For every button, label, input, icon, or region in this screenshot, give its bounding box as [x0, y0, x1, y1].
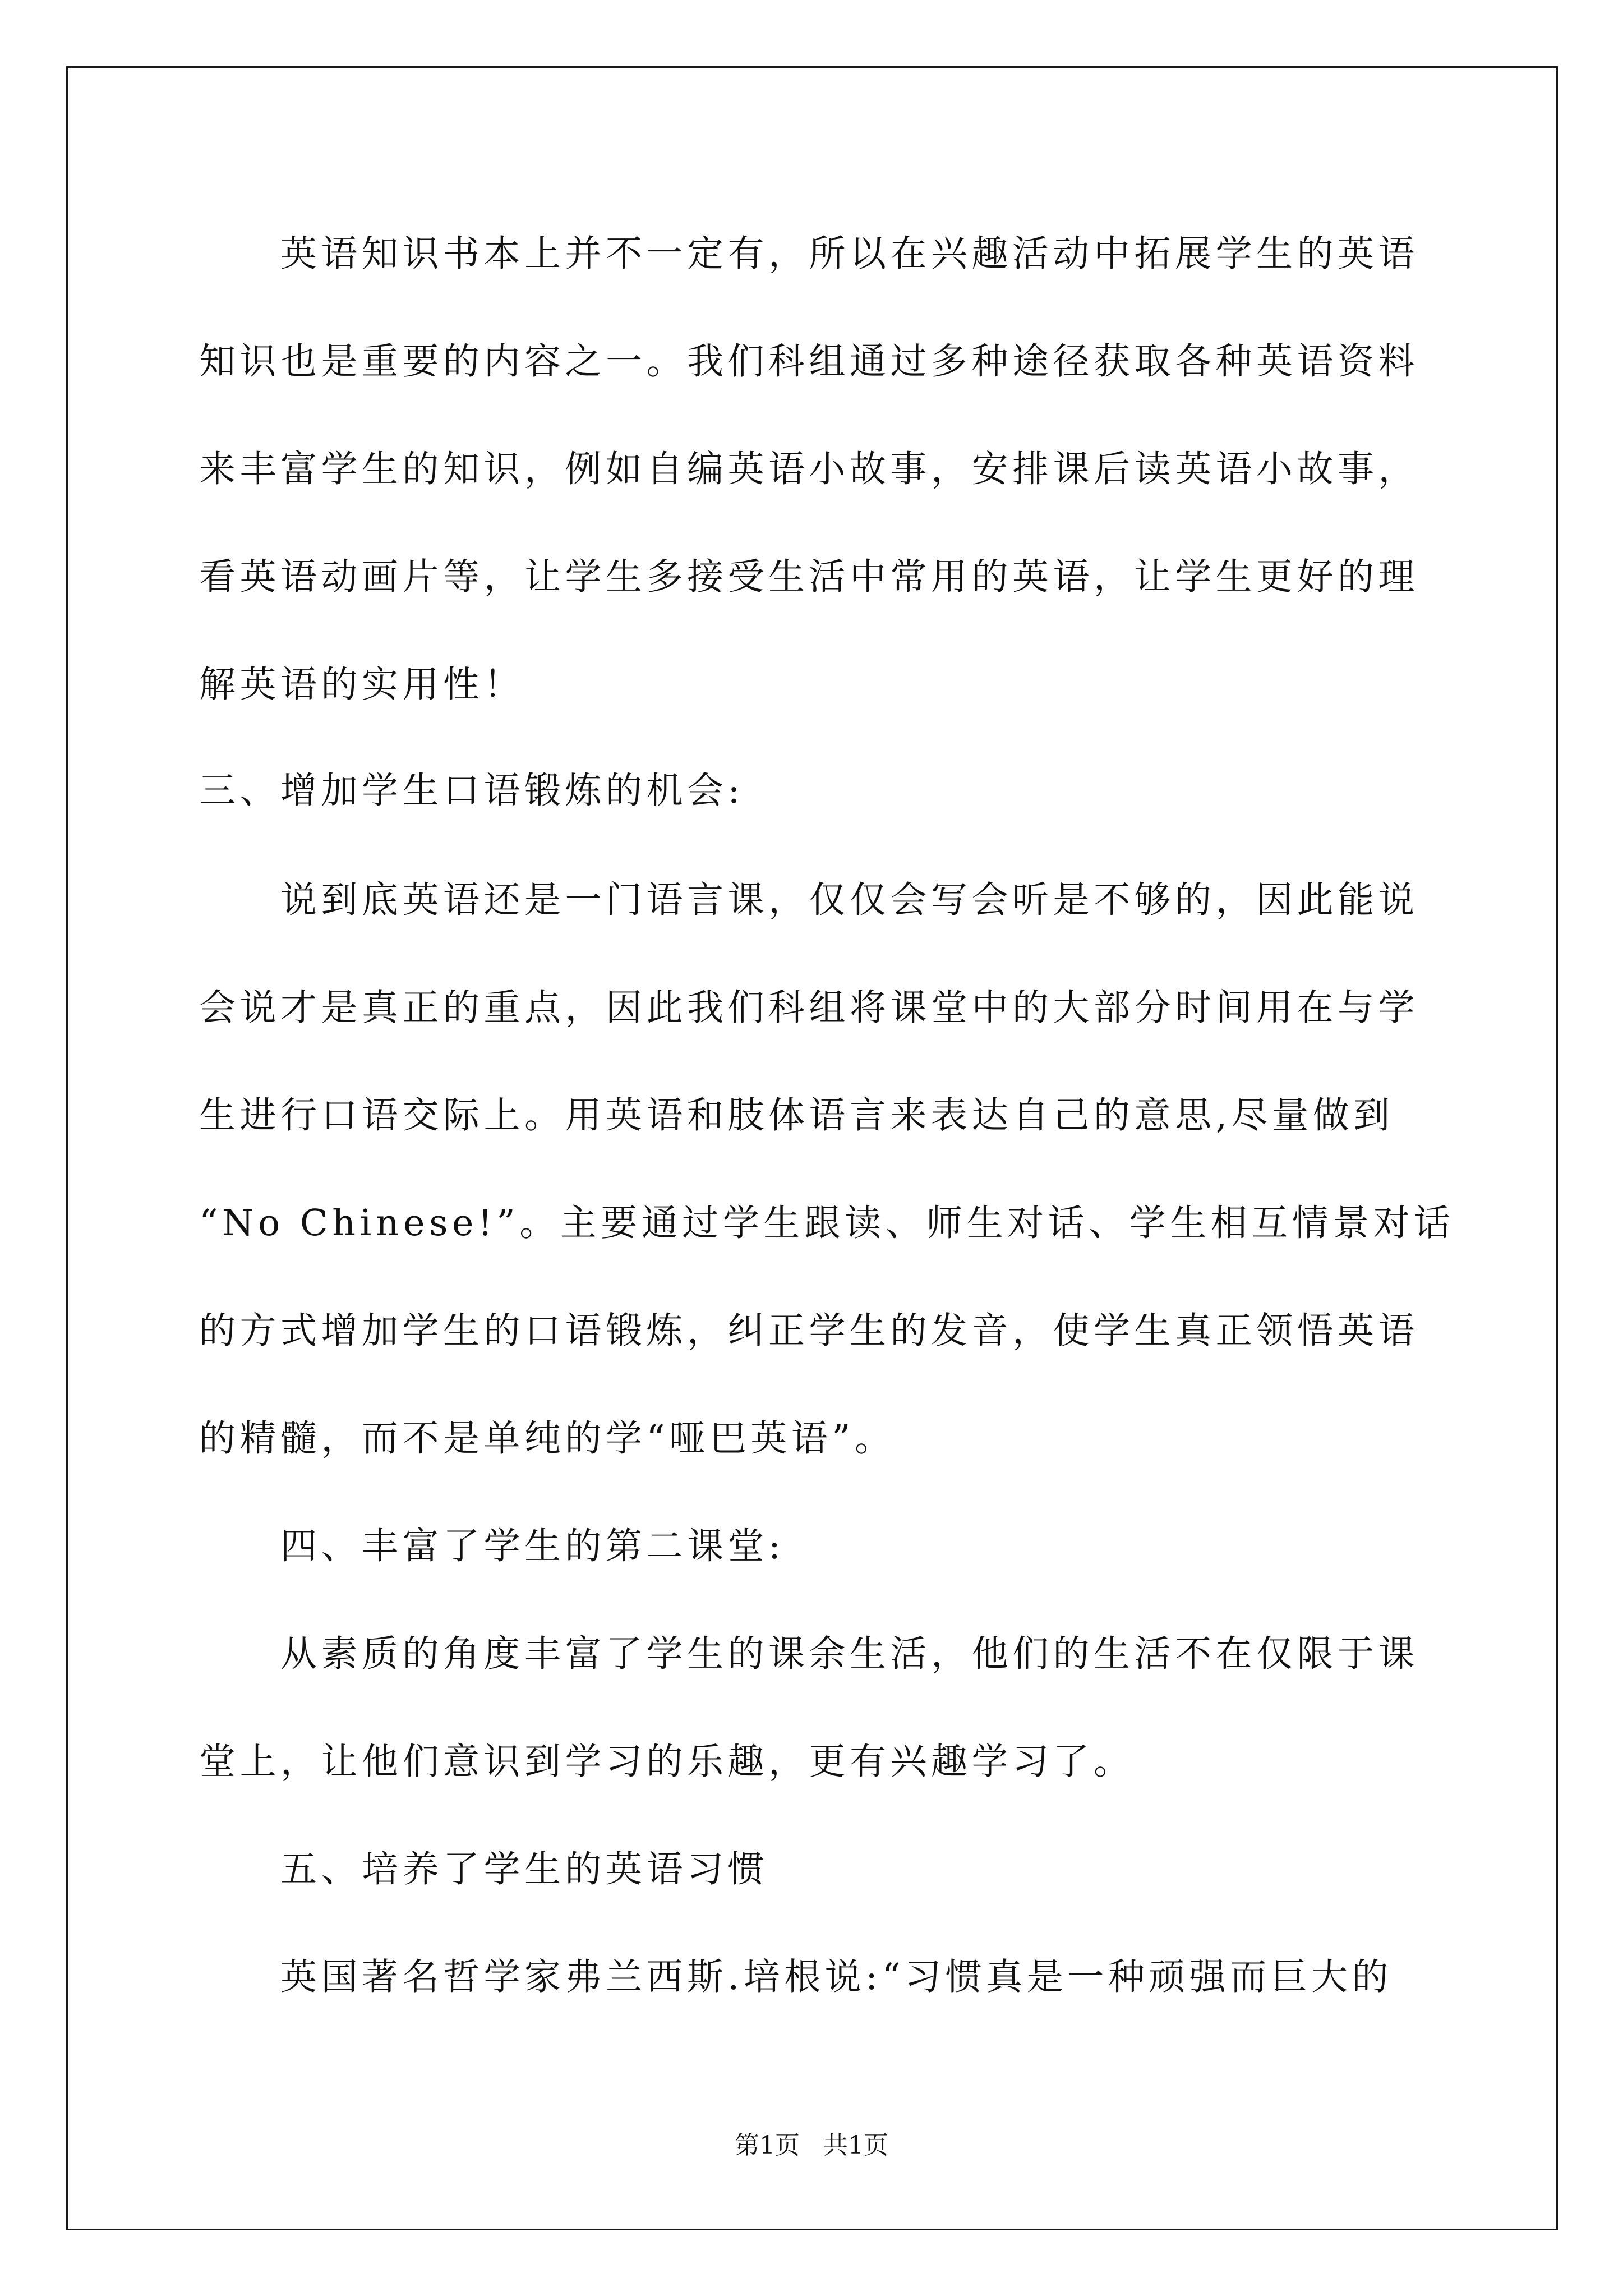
section-heading: 五、培养了学生的英语习惯: [199, 1848, 769, 1890]
text-line: 的方式增加学生的口语锻炼，纠正学生的发音，使学生真正领悟英语: [199, 1310, 1419, 1352]
text-line: 英国著名哲学家弗兰西斯.培根说:“习惯真是一种顽强而巨大的: [199, 1956, 1393, 1998]
text-line: 知识也是重要的内容之一。我们科组通过多种途径获取各种英语资料: [199, 341, 1419, 383]
text-line: 说到底英语还是一门语言课，仅仅会写会听是不够的，因此能说: [199, 879, 1419, 921]
page-number-footer: 第1页 共1页: [735, 2131, 888, 2160]
page-border: [66, 66, 1558, 2230]
text-line: 的精髓，而不是单纯的学“哑巴英语”。: [199, 1418, 896, 1460]
text-line: 从素质的角度丰富了学生的课余生活，他们的生活不在仅限于课: [199, 1633, 1419, 1675]
text-line: 解英语的实用性！: [199, 664, 525, 706]
text-line: 来丰富学生的知识，例如自编英语小故事，安排课后读英语小故事，: [199, 448, 1419, 490]
text-line: “No Chinese!”。主要通过学生跟读、师生对话、学生相互情景对话: [199, 1202, 1455, 1244]
text-line: 看英语动画片等，让学生多接受生活中常用的英语，让学生更好的理: [199, 556, 1419, 598]
text-line: 会说才是真正的重点，因此我们科组将课堂中的大部分时间用在与学: [199, 987, 1419, 1029]
text-line: 生进行口语交际上。用英语和肢体语言来表达自己的意思,尽量做到: [199, 1094, 1394, 1137]
section-heading: 三、增加学生口语锻炼的机会:: [199, 770, 744, 812]
section-heading: 四、丰富了学生的第二课堂:: [199, 1525, 785, 1567]
text-line: 英语知识书本上并不一定有，所以在兴趣活动中拓展学生的英语: [199, 233, 1419, 275]
text-line: 堂上，让他们意识到学习的乐趣，更有兴趣学习了。: [199, 1741, 1135, 1783]
